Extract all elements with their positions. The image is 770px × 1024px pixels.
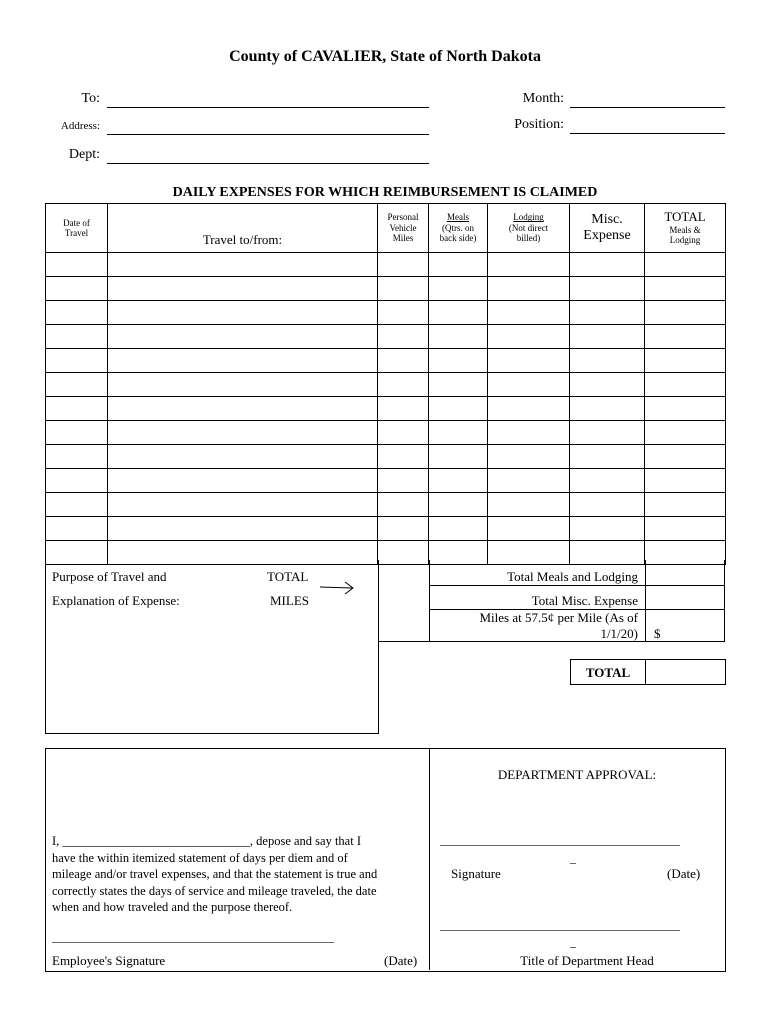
entry-date-cell[interactable] (46, 469, 108, 493)
arrow-right-icon (318, 578, 358, 598)
entry-date-cell[interactable] (46, 301, 108, 325)
entry-meals-cell[interactable] (429, 541, 488, 565)
entry-misc-cell[interactable] (570, 421, 645, 445)
month-label: Month: (522, 91, 564, 106)
entry-lodging-cell[interactable] (488, 301, 570, 325)
table-row (46, 325, 726, 349)
entry-date-cell[interactable] (46, 325, 108, 349)
miles-rate-label-line2: 1/1/20) (600, 626, 638, 641)
entry-travel-cell[interactable] (108, 253, 378, 277)
entry-total-cell[interactable] (645, 517, 726, 541)
department-date-label: (Date) (667, 866, 701, 881)
entry-meals-cell[interactable] (429, 469, 488, 493)
entry-lodging-cell[interactable] (488, 517, 570, 541)
entry-total-cell[interactable] (645, 349, 726, 373)
entry-lodging-cell[interactable] (488, 493, 570, 517)
table-row (46, 277, 726, 301)
entry-travel-cell[interactable] (108, 445, 378, 469)
entry-misc-cell[interactable] (570, 397, 645, 421)
entry-lodging-cell[interactable] (488, 349, 570, 373)
summary-right-border (724, 560, 725, 642)
table-row (46, 469, 726, 493)
entry-lodging-cell[interactable] (488, 325, 570, 349)
table-row (46, 349, 726, 373)
entry-total-cell[interactable] (645, 493, 726, 517)
entry-lodging-cell[interactable] (488, 541, 570, 565)
entry-lodging-cell[interactable] (488, 421, 570, 445)
table-row (46, 493, 726, 517)
entry-meals-cell[interactable] (429, 373, 488, 397)
month-field[interactable] (570, 106, 725, 108)
entry-total-cell[interactable] (645, 277, 726, 301)
expense-table (45, 203, 726, 565)
entry-meals-cell[interactable] (429, 349, 488, 373)
position-field[interactable] (570, 132, 725, 134)
col-lodging: Lodging (Not direct billed) (488, 204, 570, 253)
total-meals-lodging-label: Total Meals and Lodging (507, 569, 638, 584)
table-row (46, 541, 726, 565)
entry-travel-cell[interactable] (108, 397, 378, 421)
entry-travel-cell[interactable] (108, 493, 378, 517)
summary-value-divider (645, 560, 646, 642)
employee-signature-label: Employee's Signature (52, 953, 166, 968)
col-date-of-travel: Date of Travel (46, 204, 108, 253)
entry-miles-cell[interactable] (378, 469, 429, 493)
entry-miles-cell[interactable] (378, 373, 429, 397)
summary-left-border (45, 560, 46, 734)
department-approval-heading: DEPARTMENT APPROVAL: (497, 767, 657, 782)
entry-miles-cell[interactable] (378, 445, 429, 469)
entry-date-cell[interactable] (46, 373, 108, 397)
entry-travel-cell[interactable] (108, 517, 378, 541)
entry-misc-cell[interactable] (570, 373, 645, 397)
entry-miles-cell[interactable] (378, 421, 429, 445)
declaration-text: I, ______________________________, depose and say that I have the within itemized statement of days per diem and of mileage and/or travel expenses, and that the statement is true and correctly states the days of service and mileage traveled, the date when and how traveled and the purpose thereof. (52, 834, 378, 914)
entry-miles-cell[interactable] (378, 397, 429, 421)
department-title-underscore: _ (570, 935, 576, 949)
entry-date-cell[interactable] (46, 517, 108, 541)
entry-lodging-cell[interactable] (488, 277, 570, 301)
entry-miles-cell[interactable] (378, 301, 429, 325)
table-row (46, 301, 726, 325)
entry-lodging-cell[interactable] (488, 373, 570, 397)
miles-rate-label-line1: Miles at 57.5¢ per Mile (As of (479, 610, 638, 625)
entry-date-cell[interactable] (46, 349, 108, 373)
department-head-title-label: Title of Department Head (520, 953, 654, 968)
entry-meals-cell[interactable] (429, 493, 488, 517)
col-misc-expense: Misc. Expense (570, 204, 645, 253)
entry-misc-cell[interactable] (570, 277, 645, 301)
department-head-title-line[interactable]: ________________________________________ (440, 918, 680, 932)
entry-misc-cell[interactable] (570, 301, 645, 325)
entry-travel-cell[interactable] (108, 469, 378, 493)
entry-misc-cell[interactable] (570, 517, 645, 541)
entry-lodging-cell[interactable] (488, 397, 570, 421)
entry-travel-cell[interactable] (108, 301, 378, 325)
total-misc-expense-label: Total Misc. Expense (531, 593, 638, 608)
entry-lodging-cell[interactable] (488, 445, 570, 469)
entry-travel-cell[interactable] (108, 349, 378, 373)
grand-total-field[interactable] (645, 659, 726, 685)
entry-miles-cell[interactable] (378, 493, 429, 517)
purpose-label: Purpose of Travel and (52, 569, 167, 584)
summary-row-line-1 (429, 585, 725, 586)
entry-miles-cell[interactable] (378, 325, 429, 349)
entry-misc-cell[interactable] (570, 253, 645, 277)
entry-date-cell[interactable] (46, 445, 108, 469)
dollar-sign: $ (654, 626, 661, 641)
col-meals: Meals (Qtrs. on back side) (429, 204, 488, 253)
entry-meals-cell[interactable] (429, 253, 488, 277)
department-signature-line[interactable]: ________________________________________ (440, 833, 680, 847)
table-header-row (46, 204, 726, 253)
entry-total-cell[interactable] (645, 541, 726, 565)
entry-date-cell[interactable] (46, 421, 108, 445)
miles-label: MILES (270, 593, 309, 608)
department-signature-underscore: _ (570, 851, 576, 865)
employee-date-label: (Date) (384, 953, 418, 968)
entry-travel-cell[interactable] (108, 325, 378, 349)
col-travel-to-from: Travel to/from: (108, 204, 378, 253)
explanation-label: Explanation of Expense: (52, 593, 180, 608)
entry-date-cell[interactable] (46, 541, 108, 565)
employee-signature-line[interactable]: _______________________________________________ (52, 930, 334, 944)
entry-meals-cell[interactable] (429, 325, 488, 349)
entry-meals-cell[interactable] (429, 445, 488, 469)
entry-travel-cell[interactable] (108, 421, 378, 445)
entry-meals-cell[interactable] (429, 421, 488, 445)
entry-total-cell[interactable] (645, 253, 726, 277)
entry-misc-cell[interactable] (570, 493, 645, 517)
table-row (46, 445, 726, 469)
entry-meals-cell[interactable] (429, 397, 488, 421)
department-signature-label: Signature (451, 866, 501, 881)
entry-miles-cell[interactable] (378, 253, 429, 277)
position-label: Position: (514, 117, 564, 132)
entry-lodging-cell[interactable] (488, 253, 570, 277)
entry-travel-cell[interactable] (108, 373, 378, 397)
dept-label: Dept: (68, 147, 100, 162)
entry-travel-cell[interactable] (108, 541, 378, 565)
entry-miles-cell[interactable] (378, 541, 429, 565)
entry-lodging-cell[interactable] (488, 469, 570, 493)
entry-meals-cell[interactable] (429, 517, 488, 541)
entry-total-cell[interactable] (645, 325, 726, 349)
grand-total-label: TOTAL (585, 665, 631, 680)
entry-date-cell[interactable] (46, 397, 108, 421)
entry-miles-cell[interactable] (378, 349, 429, 373)
entry-meals-cell[interactable] (429, 277, 488, 301)
dept-field[interactable] (107, 162, 429, 164)
entry-misc-cell[interactable] (570, 469, 645, 493)
entry-misc-cell[interactable] (570, 325, 645, 349)
summary-bottom-border (45, 733, 378, 734)
to-field[interactable] (107, 106, 429, 108)
entry-misc-cell[interactable] (570, 445, 645, 469)
col-total-meals-lodging: TOTAL Meals & Lodging (645, 204, 726, 253)
entry-total-cell[interactable] (645, 397, 726, 421)
table-row (46, 397, 726, 421)
total-miles-label: TOTAL (267, 569, 309, 584)
entry-total-cell[interactable] (645, 445, 726, 469)
entry-travel-cell[interactable] (108, 277, 378, 301)
entry-total-cell[interactable] (645, 421, 726, 445)
entry-total-cell[interactable] (645, 469, 726, 493)
summary-divider (378, 560, 379, 734)
grand-total-label-box (570, 659, 646, 685)
entry-date-cell[interactable] (46, 493, 108, 517)
entry-total-cell[interactable] (645, 373, 726, 397)
entry-misc-cell[interactable] (570, 349, 645, 373)
table-row (46, 421, 726, 445)
table-row (46, 253, 726, 277)
form-title: County of CAVALIER, State of North Dakota (229, 48, 541, 65)
entry-miles-cell[interactable] (378, 277, 429, 301)
entry-total-cell[interactable] (645, 301, 726, 325)
table-row (46, 517, 726, 541)
address-label: Address: (60, 120, 100, 132)
entry-misc-cell[interactable] (570, 541, 645, 565)
to-label: To: (81, 91, 100, 106)
entry-miles-cell[interactable] (378, 517, 429, 541)
entry-meals-cell[interactable] (429, 301, 488, 325)
table-row (46, 373, 726, 397)
address-field[interactable] (107, 133, 429, 135)
entry-date-cell[interactable] (46, 253, 108, 277)
col-vehicle-miles: Personal Vehicle Miles (378, 204, 429, 253)
entry-date-cell[interactable] (46, 277, 108, 301)
expenses-heading: DAILY EXPENSES FOR WHICH REIMBURSEMENT IS CLAIMED (172, 185, 598, 200)
